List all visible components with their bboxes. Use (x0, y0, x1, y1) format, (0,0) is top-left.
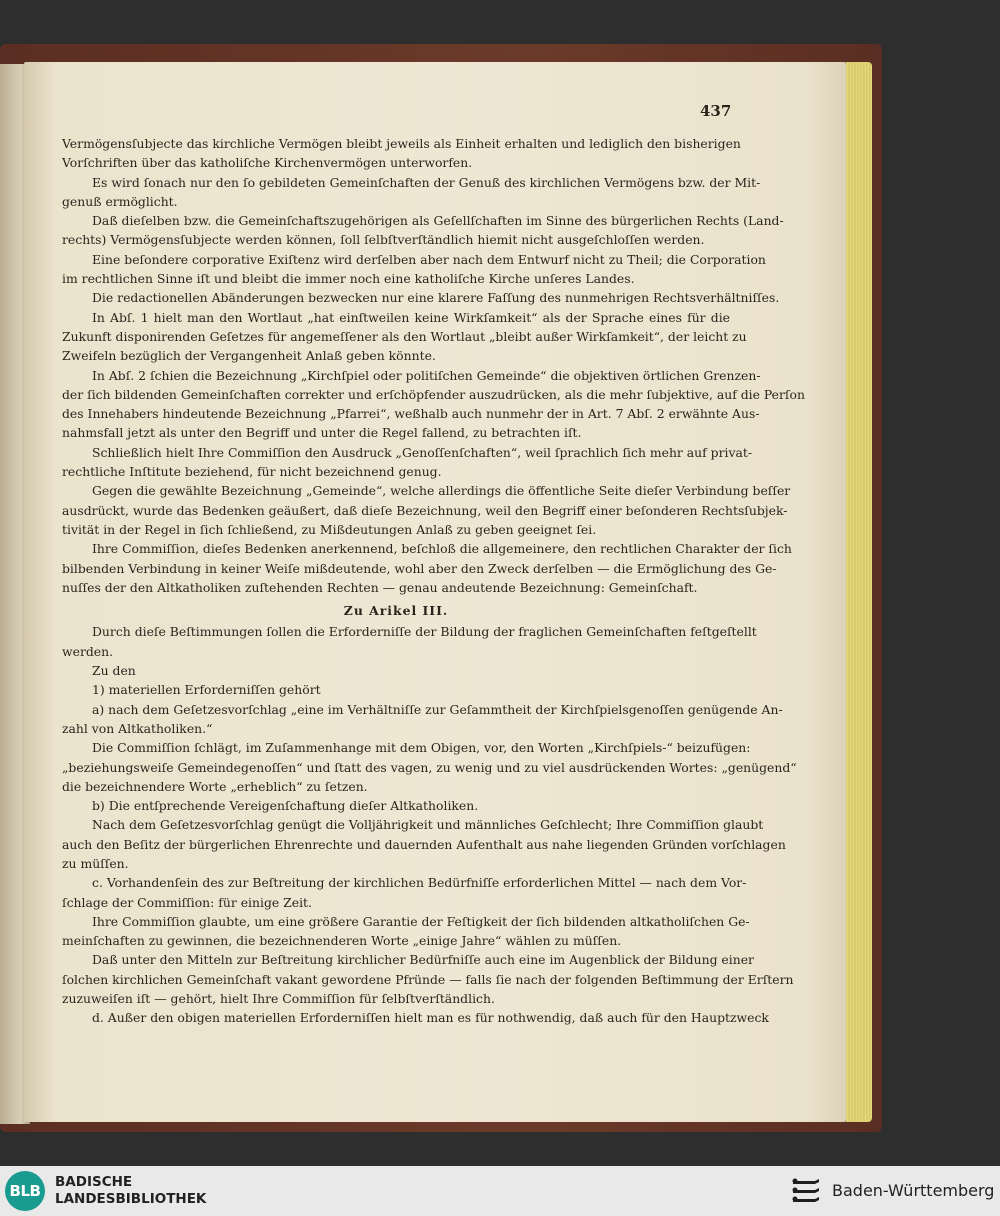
text-line: nuſſes der den Altkatholiken zuſtehenden Rechten — genau andeutende Bezeichnung: Gemeinſchaft. (62, 579, 698, 595)
three-lions-icon (790, 1176, 824, 1206)
text-line: auch den Beſitz der bürgerlichen Ehrenrechte und dauernden Aufenthalt aus nahe liegenden Gründen vorſchlagen (62, 836, 786, 852)
text-line: Nach dem Geſetzesvorſchlag genügt die Volljährigkeit und männliches Geſchlecht; Ihre Commiſſion glaubt (92, 817, 764, 833)
text-line: rechtliche Inſtitute beziehend, für nicht bezeichnend genug. (62, 464, 442, 480)
text-line: zahl von Altkatholiken.“ (62, 720, 213, 736)
text-line: werden. (62, 643, 114, 659)
text-line: des Innehabers hindeutende Bezeichnung „Pfarrei“, weßhalb auch nunmehr der in Art. 7 Abſ. 2 erwähnte Aus- (62, 406, 760, 422)
text-line: Vorſchriften über das katholiſche Kirchenvermögen unterworfen. (62, 155, 473, 171)
text-line: Ihre Commiſſion, dieſes Bedenken anerkennend, beſchloß die allgemeinere, den rechtlichen Charakter der ſich (92, 541, 792, 557)
text-line: 1) materiellen Erforderniſſen gehört (92, 682, 321, 698)
text-line: genuß ermöglicht. (62, 193, 178, 209)
bw-name[interactable]: Baden-Württemberg (832, 1181, 995, 1200)
text-line: zu müſſen. (62, 855, 129, 871)
text-line: zuzuweiſen iſt — gehört, hielt Ihre Commiſſion für ſelbſtverſtändlich. (62, 991, 495, 1007)
text-line: die bezeichnendere Worte „erheblich“ zu ſetzen. (62, 778, 368, 794)
text-line: Vermögensſubjecte das kirchliche Vermögen bleibt jeweils als Einheit erhalten und lediglich den bisherigen (62, 136, 741, 151)
text-line: ſolchen kirchlichen Gemeinſchaft vakant gewordene Pfründe — falls ſie nach der folgenden Beſtimmung der Erſtern (62, 971, 794, 987)
text-line: b) Die entſprechende Vereigenſchaftung dieſer Altkatholiken. (92, 798, 479, 814)
footer-bar (0, 1166, 1000, 1216)
text-line: Eine beſondere corporative Exiſtenz wird derſelben aber nach dem Entwurf nicht zu Theil; die Corporation (92, 251, 766, 267)
text-line: a) nach dem Geſetzesvorſchlag „eine im Verhältniſſe zur Geſammtheit der Kirchſpielsgenoſſen genügende An- (92, 701, 783, 717)
text-line: im rechtlichen Sinne iſt und bleibt die immer noch eine katholiſche Kirche unſeres Landes. (62, 271, 635, 287)
text-line: der ſich bildenden Gemeinſchaften correkter und erſchöpfender auszudrücken, als die mehr ſubjektive, auf die Perſon (62, 386, 805, 402)
blb-name-line1: BADISCHE (55, 1174, 133, 1190)
section-heading: Zu Arikel III. (343, 603, 449, 619)
text-line: ſchlage der Commiſſion: für einige Zeit. (62, 894, 312, 910)
text-line: c. Vorhandenſein des zur Beſtreitung der kirchlichen Bedürfniſſe erforderlichen Mittel — nach dem Vor- (92, 875, 747, 891)
page-stack-edge (846, 62, 872, 1122)
text-line: bilbenden Verbindung in keiner Weiſe mißdeutende, wohl aber den Zweck derſelben — die Ermöglichung des Ge- (62, 560, 777, 576)
text-line: Zweifeln bezüglich der Vergangenheit Anlaß geben könnte. (62, 348, 436, 364)
text-line: d. Außer den obigen materiellen Erforderniſſen hielt man es für nothwendig, daß auch für den Hauptzweck (92, 1010, 769, 1026)
text-line: ausdrückt, wurde das Bedenken geäußert, daß dieſe Bezeichnung, weil den Begriff einer beſonderen Rechtsſubjek- (62, 502, 788, 518)
text-line: In Abſ. 2 ſchien die Bezeichnung „Kirchſpiel oder politiſchen Gemeinde“ die objektiven örtlichen Grenzen- (92, 367, 761, 383)
text-line: Daß unter den Mitteln zur Beſtreitung kirchlicher Bedürfniſſe auch eine im Augenblick der Bildung einer (92, 952, 754, 968)
text-line: Zu den (92, 663, 136, 679)
text-line: Daß dieſelben bzw. die Gemeinſchaftszugehörigen als Geſellſchaften im Sinne des bürgerlichen Rechts (Land- (92, 213, 784, 229)
body-text (62, 134, 805, 1028)
text-line: Zukunft disponirenden Geſetzes für angemeſſener als den Wortlaut „bleibt außer Wirkſamkeit“, der leicht zu (62, 328, 747, 344)
text-line: meinſchaften zu gewinnen, die bezeichnenderen Worte „einige Jahre“ wählen zu müſſen. (62, 933, 622, 949)
blb-name-line2: LANDESBIBLIOTHEK (55, 1191, 207, 1207)
text-line: Gegen die gewählte Bezeichnung „Gemeinde“, welche allerdings die öffentliche Seite dieſer Verbindung beſſer (92, 483, 791, 499)
text-line: Ihre Commiſſion glaubte, um eine größere Garantie der Feſtigkeit der ſich bildenden altkatholiſchen Ge- (92, 913, 750, 929)
text-line: rechts) Vermögensſubjecte werden können, ſoll ſelbſtverſtändlich hiemit nicht ausgeſchloſſen werden. (62, 232, 705, 248)
text-line: tivität in der Regel in ſich ſchließend, zu Mißdeutungen Anlaß zu geben geeignet ſei. (62, 521, 597, 537)
text-line: Die Commiſſion ſchlägt, im Zuſammenhange mit dem Obigen, vor, den Worten „Kirchſpiels-“ beizufügen: (92, 740, 751, 756)
text-line: In Abſ. 1 hielt man den Wortlaut „hat einſtweilen keine Wirkſamkeit“ als der Sprache eines für die (92, 309, 730, 325)
blb-name[interactable] (55, 1174, 206, 1208)
blb-logo[interactable]: BLB (5, 1171, 45, 1211)
text-line: Es wird ſonach nur den ſo gebildeten Gemeinſchaften der Genuß des kirchlichen Vermögens bzw. der Mit- (92, 174, 761, 190)
page-number: 437 (700, 102, 732, 120)
text-line: Durch dieſe Beſtimmungen ſollen die Erforderniſſe der Bildung der fraglichen Gemeinſchaften feſtgeſtellt (92, 624, 757, 640)
text-line: „beziehungsweiſe Gemeindegenoſſen“ und ſtatt des vagen, zu wenig und zu viel ausdrückenden Wortes: „genügend“ (62, 759, 797, 775)
text-line: Schließlich hielt Ihre Commiſſion den Ausdruck „Genoſſenſchaften“, weil ſprachlich ſich mehr auf privat- (92, 444, 753, 460)
text-line: nahmsfall jetzt als unter den Begriff und unter die Regel fallend, zu betrachten iſt. (62, 425, 582, 441)
text-line: Die redactionellen Abänderungen bezwecken nur eine klarere Faſſung des nunmehrigen Rechtsverhältniſſes. (92, 290, 780, 306)
